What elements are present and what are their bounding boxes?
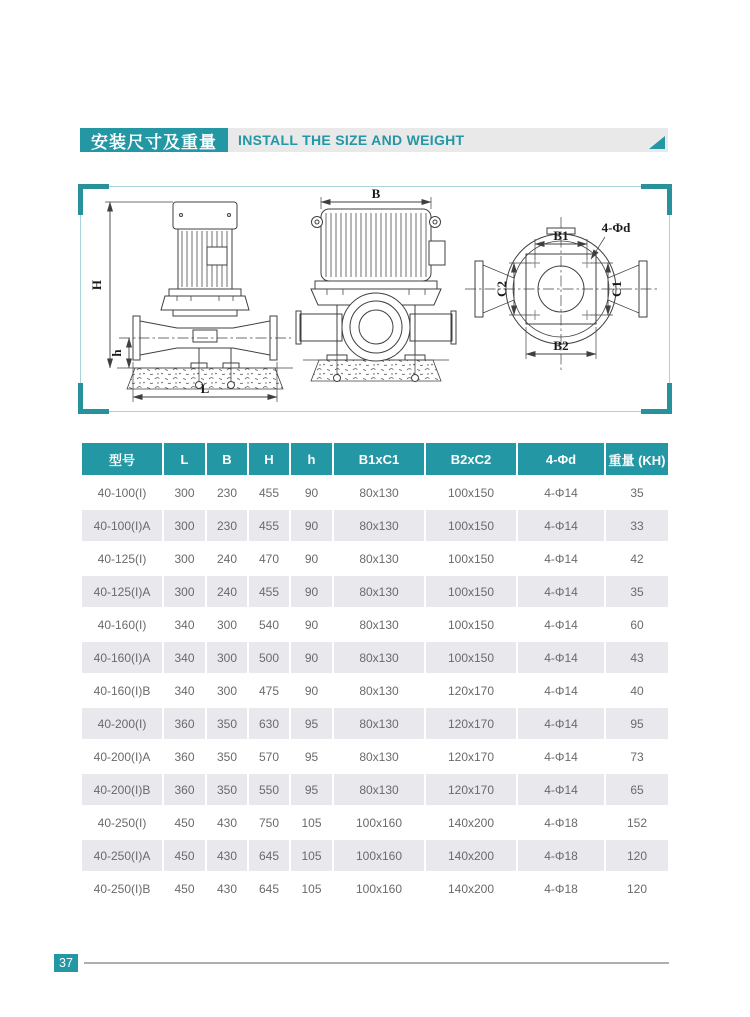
cell-B: 430 bbox=[207, 840, 247, 871]
cell-weight: 43 bbox=[606, 642, 668, 673]
table-row bbox=[82, 741, 668, 772]
cell-B2xC2: 120x170 bbox=[426, 741, 516, 772]
cell-B: 230 bbox=[207, 510, 247, 541]
cell-bolt: 4-Φ14 bbox=[518, 642, 604, 673]
corner-triangle-icon bbox=[649, 136, 665, 149]
pump-top-view bbox=[465, 217, 657, 371]
col-header-model: 型号 bbox=[82, 443, 162, 475]
cell-bolt: 4-Φ14 bbox=[518, 708, 604, 739]
frame-corner-bottom-left bbox=[78, 383, 109, 414]
dim-label-B1: B1 bbox=[553, 228, 569, 243]
cell-h: 105 bbox=[291, 807, 332, 838]
cell-B1xC1: 100x160 bbox=[334, 873, 424, 904]
cell-B: 240 bbox=[207, 543, 247, 574]
cell-h: 90 bbox=[291, 576, 332, 607]
cell-weight: 42 bbox=[606, 543, 668, 574]
cell-L: 300 bbox=[164, 477, 205, 508]
table-row bbox=[82, 873, 668, 904]
section-header bbox=[80, 128, 668, 152]
cell-model: 40-160(I)A bbox=[82, 642, 162, 673]
frame-corner-bottom-right bbox=[641, 383, 672, 414]
col-header-L: L bbox=[164, 443, 205, 475]
footer-divider bbox=[84, 962, 669, 964]
cell-model: 40-125(I) bbox=[82, 543, 162, 574]
table-row bbox=[82, 774, 668, 805]
cell-H: 750 bbox=[249, 807, 289, 838]
cell-model: 40-200(I) bbox=[82, 708, 162, 739]
cell-L: 450 bbox=[164, 807, 205, 838]
cell-B2xC2: 140x200 bbox=[426, 873, 516, 904]
cell-h: 90 bbox=[291, 609, 332, 640]
cell-B1xC1: 80x130 bbox=[334, 675, 424, 706]
cell-B1xC1: 80x130 bbox=[334, 576, 424, 607]
cell-L: 340 bbox=[164, 609, 205, 640]
col-header-weight: 重量 (KH) bbox=[606, 443, 668, 475]
cell-L: 360 bbox=[164, 741, 205, 772]
cell-weight: 33 bbox=[606, 510, 668, 541]
cell-L: 300 bbox=[164, 510, 205, 541]
col-header-B1xC1: B1xC1 bbox=[334, 443, 424, 475]
table-row bbox=[82, 807, 668, 838]
frame-corner-top-right bbox=[641, 184, 672, 215]
cell-H: 455 bbox=[249, 576, 289, 607]
cell-model: 40-160(I)B bbox=[82, 675, 162, 706]
cell-weight: 120 bbox=[606, 873, 668, 904]
cell-B2xC2: 100x150 bbox=[426, 543, 516, 574]
cell-B2xC2: 100x150 bbox=[426, 642, 516, 673]
cell-bolt: 4-Φ14 bbox=[518, 741, 604, 772]
cell-model: 40-200(I)A bbox=[82, 741, 162, 772]
cell-B1xC1: 80x130 bbox=[334, 609, 424, 640]
cell-h: 90 bbox=[291, 543, 332, 574]
cell-B1xC1: 80x130 bbox=[334, 642, 424, 673]
cell-L: 360 bbox=[164, 708, 205, 739]
cell-H: 455 bbox=[249, 510, 289, 541]
cell-B1xC1: 80x130 bbox=[334, 741, 424, 772]
cell-L: 340 bbox=[164, 675, 205, 706]
cell-H: 570 bbox=[249, 741, 289, 772]
cell-bolt: 4-Φ14 bbox=[518, 510, 604, 541]
cell-weight: 65 bbox=[606, 774, 668, 805]
cell-bolt: 4-Φ14 bbox=[518, 477, 604, 508]
cell-B1xC1: 100x160 bbox=[334, 840, 424, 871]
cell-B2xC2: 100x150 bbox=[426, 477, 516, 508]
dimension-weight-table bbox=[80, 441, 670, 906]
table-row bbox=[82, 840, 668, 871]
bolt-callout-label: 4-Φd bbox=[601, 220, 631, 235]
cell-H: 455 bbox=[249, 477, 289, 508]
cell-h: 95 bbox=[291, 741, 332, 772]
cell-B: 350 bbox=[207, 774, 247, 805]
cell-B2xC2: 100x150 bbox=[426, 609, 516, 640]
cell-model: 40-160(I) bbox=[82, 609, 162, 640]
cell-L: 450 bbox=[164, 873, 205, 904]
cell-B: 430 bbox=[207, 807, 247, 838]
table-row bbox=[82, 675, 668, 706]
pump-front-view bbox=[296, 187, 456, 382]
cell-weight: 35 bbox=[606, 477, 668, 508]
cell-B2xC2: 120x170 bbox=[426, 774, 516, 805]
cell-B: 300 bbox=[207, 609, 247, 640]
cell-B: 230 bbox=[207, 477, 247, 508]
cell-model: 40-200(I)B bbox=[82, 774, 162, 805]
dim-label-H: H bbox=[89, 279, 104, 291]
cell-model: 40-250(I)A bbox=[82, 840, 162, 871]
table-row bbox=[82, 708, 668, 739]
dimension-diagram-box bbox=[80, 186, 670, 412]
cell-weight: 60 bbox=[606, 609, 668, 640]
page-number-badge: 37 bbox=[54, 954, 78, 972]
dim-label-h: h bbox=[109, 349, 124, 357]
cell-model: 40-100(I)A bbox=[82, 510, 162, 541]
cell-B1xC1: 100x160 bbox=[334, 807, 424, 838]
cell-bolt: 4-Φ18 bbox=[518, 840, 604, 871]
cell-bolt: 4-Φ18 bbox=[518, 873, 604, 904]
cell-weight: 73 bbox=[606, 741, 668, 772]
section-title-chinese: 安装尺寸及重量 bbox=[80, 128, 228, 152]
cell-B2xC2: 140x200 bbox=[426, 840, 516, 871]
cell-B2xC2: 120x170 bbox=[426, 708, 516, 739]
cell-weight: 120 bbox=[606, 840, 668, 871]
cell-bolt: 4-Φ14 bbox=[518, 576, 604, 607]
frame-corner-top-left bbox=[78, 184, 109, 215]
cell-H: 645 bbox=[249, 840, 289, 871]
cell-H: 540 bbox=[249, 609, 289, 640]
pump-dimension-drawing bbox=[81, 187, 667, 409]
cell-B1xC1: 80x130 bbox=[334, 708, 424, 739]
cell-weight: 152 bbox=[606, 807, 668, 838]
table-row bbox=[82, 642, 668, 673]
table-row bbox=[82, 609, 668, 640]
cell-bolt: 4-Φ14 bbox=[518, 543, 604, 574]
cell-model: 40-250(I) bbox=[82, 807, 162, 838]
col-header-B: B bbox=[207, 443, 247, 475]
cell-bolt: 4-Φ14 bbox=[518, 675, 604, 706]
cell-model: 40-250(I)B bbox=[82, 873, 162, 904]
dim-label-C2: C2 bbox=[494, 281, 509, 297]
dim-label-L: L bbox=[200, 381, 210, 396]
cell-B: 350 bbox=[207, 708, 247, 739]
cell-model: 40-125(I)A bbox=[82, 576, 162, 607]
section-title-english: INSTALL THE SIZE AND WEIGHT bbox=[238, 132, 465, 148]
cell-bolt: 4-Φ14 bbox=[518, 774, 604, 805]
col-header-B2xC2: B2xC2 bbox=[426, 443, 516, 475]
cell-h: 90 bbox=[291, 675, 332, 706]
cell-L: 340 bbox=[164, 642, 205, 673]
cell-B1xC1: 80x130 bbox=[334, 543, 424, 574]
cell-weight: 35 bbox=[606, 576, 668, 607]
cell-L: 300 bbox=[164, 543, 205, 574]
cell-L: 450 bbox=[164, 840, 205, 871]
table-row bbox=[82, 543, 668, 574]
dim-label-C1: C1 bbox=[609, 281, 624, 297]
cell-weight: 95 bbox=[606, 708, 668, 739]
cell-bolt: 4-Φ18 bbox=[518, 807, 604, 838]
cell-H: 645 bbox=[249, 873, 289, 904]
cell-h: 95 bbox=[291, 708, 332, 739]
col-header-bolt: 4-Φd bbox=[518, 443, 604, 475]
cell-model: 40-100(I) bbox=[82, 477, 162, 508]
table-row bbox=[82, 510, 668, 541]
cell-H: 630 bbox=[249, 708, 289, 739]
cell-B: 240 bbox=[207, 576, 247, 607]
cell-H: 470 bbox=[249, 543, 289, 574]
cell-B: 300 bbox=[207, 642, 247, 673]
cell-h: 95 bbox=[291, 774, 332, 805]
table-body bbox=[82, 477, 668, 904]
cell-H: 500 bbox=[249, 642, 289, 673]
cell-h: 90 bbox=[291, 510, 332, 541]
cell-h: 90 bbox=[291, 642, 332, 673]
pump-side-view bbox=[89, 202, 293, 402]
cell-B2xC2: 140x200 bbox=[426, 807, 516, 838]
table-header bbox=[82, 443, 668, 475]
cell-L: 360 bbox=[164, 774, 205, 805]
cell-h: 90 bbox=[291, 477, 332, 508]
cell-B1xC1: 80x130 bbox=[334, 774, 424, 805]
cell-B: 430 bbox=[207, 873, 247, 904]
cell-H: 550 bbox=[249, 774, 289, 805]
cell-bolt: 4-Φ14 bbox=[518, 609, 604, 640]
col-header-h: h bbox=[291, 443, 332, 475]
cell-h: 105 bbox=[291, 840, 332, 871]
cell-B: 300 bbox=[207, 675, 247, 706]
cell-B2xC2: 120x170 bbox=[426, 675, 516, 706]
cell-h: 105 bbox=[291, 873, 332, 904]
cell-H: 475 bbox=[249, 675, 289, 706]
dim-label-B: B bbox=[371, 187, 381, 201]
cell-B2xC2: 100x150 bbox=[426, 576, 516, 607]
cell-B1xC1: 80x130 bbox=[334, 510, 424, 541]
dim-label-B2: B2 bbox=[553, 338, 569, 353]
cell-B1xC1: 80x130 bbox=[334, 477, 424, 508]
col-header-H: H bbox=[249, 443, 289, 475]
cell-L: 300 bbox=[164, 576, 205, 607]
cell-B2xC2: 100x150 bbox=[426, 510, 516, 541]
cell-B: 350 bbox=[207, 741, 247, 772]
cell-weight: 40 bbox=[606, 675, 668, 706]
table-row bbox=[82, 576, 668, 607]
table-row bbox=[82, 477, 668, 508]
